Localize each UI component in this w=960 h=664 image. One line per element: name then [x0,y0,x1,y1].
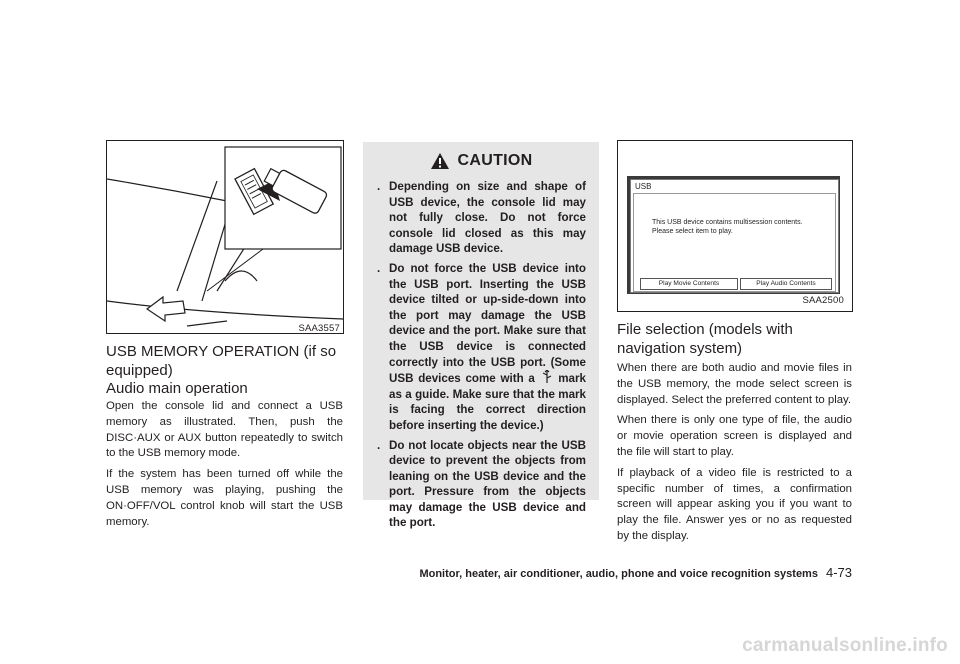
page-number: 4-73 [825,565,852,580]
caution-box [363,142,599,530]
subsection-title: Audio main operation [106,380,248,397]
play-audio-button[interactable]: Play Audio Contents [740,278,832,290]
section-title: File selection (models with navigation system) [617,321,793,357]
caution-item: . Do not locate objects near the USB device to prevent the objects from leaning on the USB device and the port. Pressure from the objects may damage the USB device and the port. [377,438,586,530]
caution-item: . Depending on size and shape of USB device, the console lid may not fully close. Do not force console lid closed as this may damage USB device. [377,180,586,256]
screen-title: USB [635,182,652,191]
footer-text: Monitor, heater, air conditioner, audio, phone and voice recognition systems [419,568,818,580]
caution-title: CAUTION [457,151,533,169]
caution-item: . Do not force the USB device into the USB port. Inserting the USB device tilted or up-side-down into the port may damage the USB device and the port. Make sure that the USB device is connected correctly into the USB port. (Some USB devices come with a mark as a guide. Make sure that the mark is facing the correct direction before inserting the device.) [377,261,586,432]
warning-icon [430,152,450,170]
mode-select-screen-figure [617,140,853,312]
console-usb-drawing [107,141,343,333]
figure-code: SAA3557 [298,323,340,334]
watermark[interactable]: carmanualsonline.info [742,635,948,656]
paragraph: If the system has been turned off while the USB memory was playing, pushing the ON·OFF/VOL control knob will start the USB memory. [106,468,343,528]
paragraph: When there is only one type of file, the audio or movie operation screen is displayed and the file will start to play. [617,414,852,458]
left-body [106,399,343,535]
paragraph: When there are both audio and movie files in the USB memory, the mode select screen is displayed. Select the preferred content to play. [617,362,852,406]
section-title: USB MEMORY OPERATION (if so equipped) [106,343,337,379]
right-body [617,361,852,550]
caution-header [363,142,599,179]
usb-port-illustration [106,140,344,334]
screen-bezel [627,176,840,294]
paragraph: Open the console lid and connect a USB memory as illustrated. Then, push the DISC·AUX or AUX button repeatedly to switch to the USB memory mode. [106,400,343,460]
play-movie-button[interactable]: Play Movie Contents [640,278,738,290]
page-footer [419,565,852,580]
caution-list [363,179,599,531]
screen-message: This USB device contains multisession contents. Please select item to play. [652,219,803,235]
paragraph: If playback of a video file is restricted to a specific number of times, a confirmation screen will appear asking you if you want to play the file. Answer yes or no as requested by the display. [617,466,852,542]
usb-symbol-icon [540,370,554,384]
figure-code: SAA2500 [802,295,844,306]
screen [630,179,839,293]
screen-panel [633,193,836,292]
